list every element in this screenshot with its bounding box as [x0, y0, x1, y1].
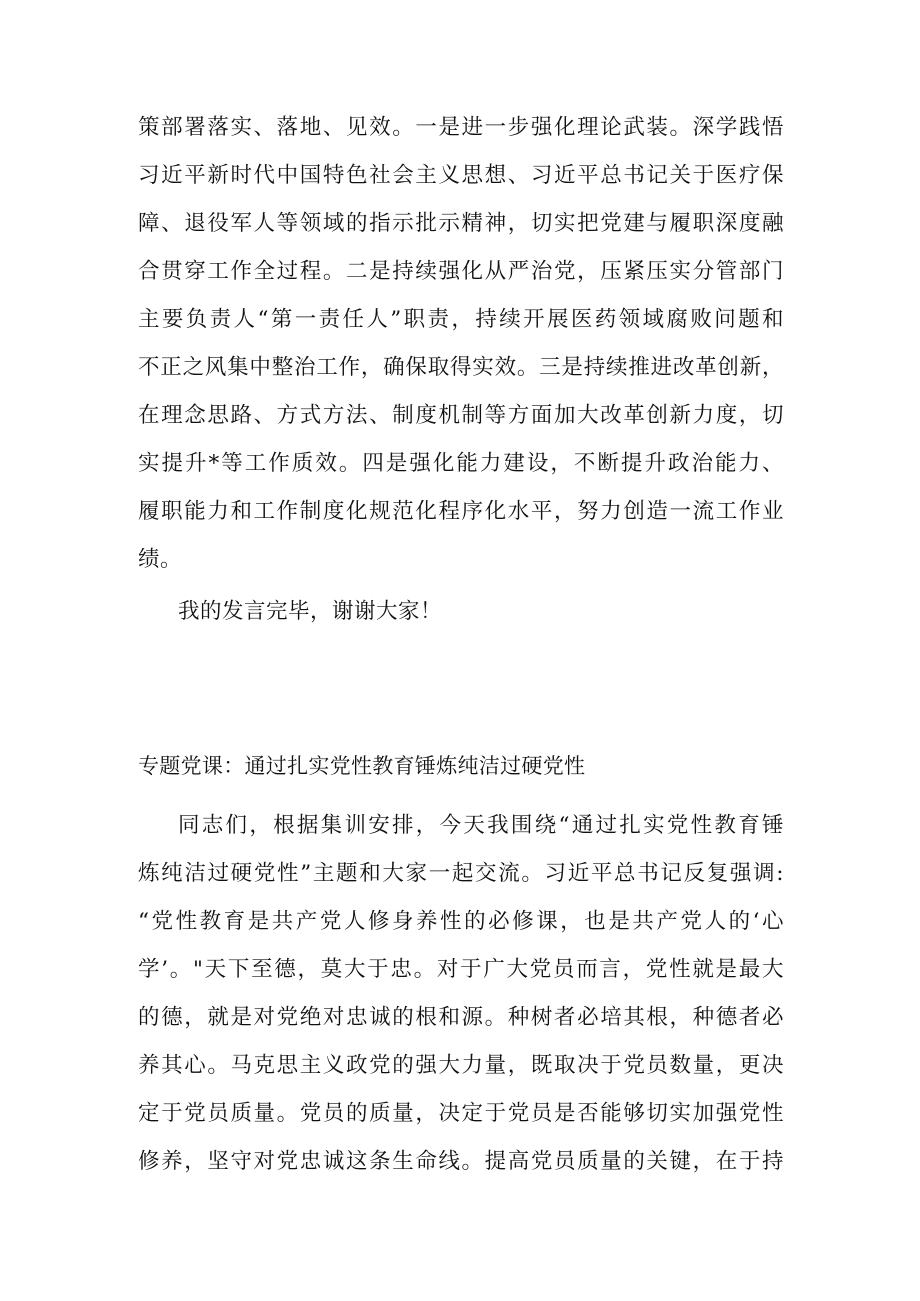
paragraph-line: 不正之风集中整治工作，确保取得实效。三是持续推进改革创新， — [138, 355, 784, 380]
paragraph-line: 实提升*等工作质效。四是强化能力建设，不断提升政治能力、 — [138, 451, 784, 476]
paragraph-line: 炼纯洁过硬党性”主题和大家一起交流。习近平总书记反复强调: — [138, 861, 784, 886]
section-title: 专题党课：通过扎实党性教育锤炼纯洁过硬党性 — [138, 754, 586, 778]
paragraph-line: 修养，坚守对党忠诚这条生命线。提高党员质量的关键，在于持 — [138, 1149, 784, 1174]
paragraph-line: 习近平新时代中国特色社会主义思想、习近平总书记关于医疗保 — [138, 163, 784, 188]
paragraph-line: 养其心。马克思主义政党的强大力量，既取决于党员数量，更决 — [138, 1053, 784, 1078]
paragraph-line: 主要负责人“第一责任人”职责，持续开展医药领域腐败问题和 — [138, 307, 784, 332]
paragraph-line: 在理念思路、方式方法、制度机制等方面加大改革创新力度，切 — [138, 403, 784, 428]
paragraph-line: 绩。 — [138, 547, 183, 572]
paragraph-line: 策部署落实、落地、见效。一是进一步强化理论武装。深学践悟 — [138, 115, 784, 140]
paragraph-line: “党性教育是共产党人修身养性的必修课，也是共产党人的‘心 — [138, 909, 784, 934]
paragraph-line: 障、退役军人等领域的指示批示精神，切实把党建与履职深度融 — [138, 211, 784, 236]
paragraph-line: 学’。"天下至德，莫大于忠。对于广大党员而言，党性就是最大 — [138, 957, 784, 982]
closing-remark: 我的发言完毕，谢谢大家！ — [178, 599, 443, 624]
paragraph-line: 的德，就是对党绝对忠诚的根和源。种树者必培其根，种德者必 — [138, 1005, 784, 1030]
paragraph-line: 定于党员质量。党员的质量，决定于党员是否能够切实加强党性 — [138, 1101, 784, 1126]
paragraph-line: 履职能力和工作制度化规范化程序化水平，努力创造一流工作业 — [138, 499, 784, 524]
paragraph-line: 合贯穿工作全过程。二是持续强化从严治党，压紧压实分管部门 — [138, 259, 784, 284]
paragraph-line: 同志们，根据集训安排，今天我围绕“通过扎实党性教育锤 — [178, 813, 784, 838]
